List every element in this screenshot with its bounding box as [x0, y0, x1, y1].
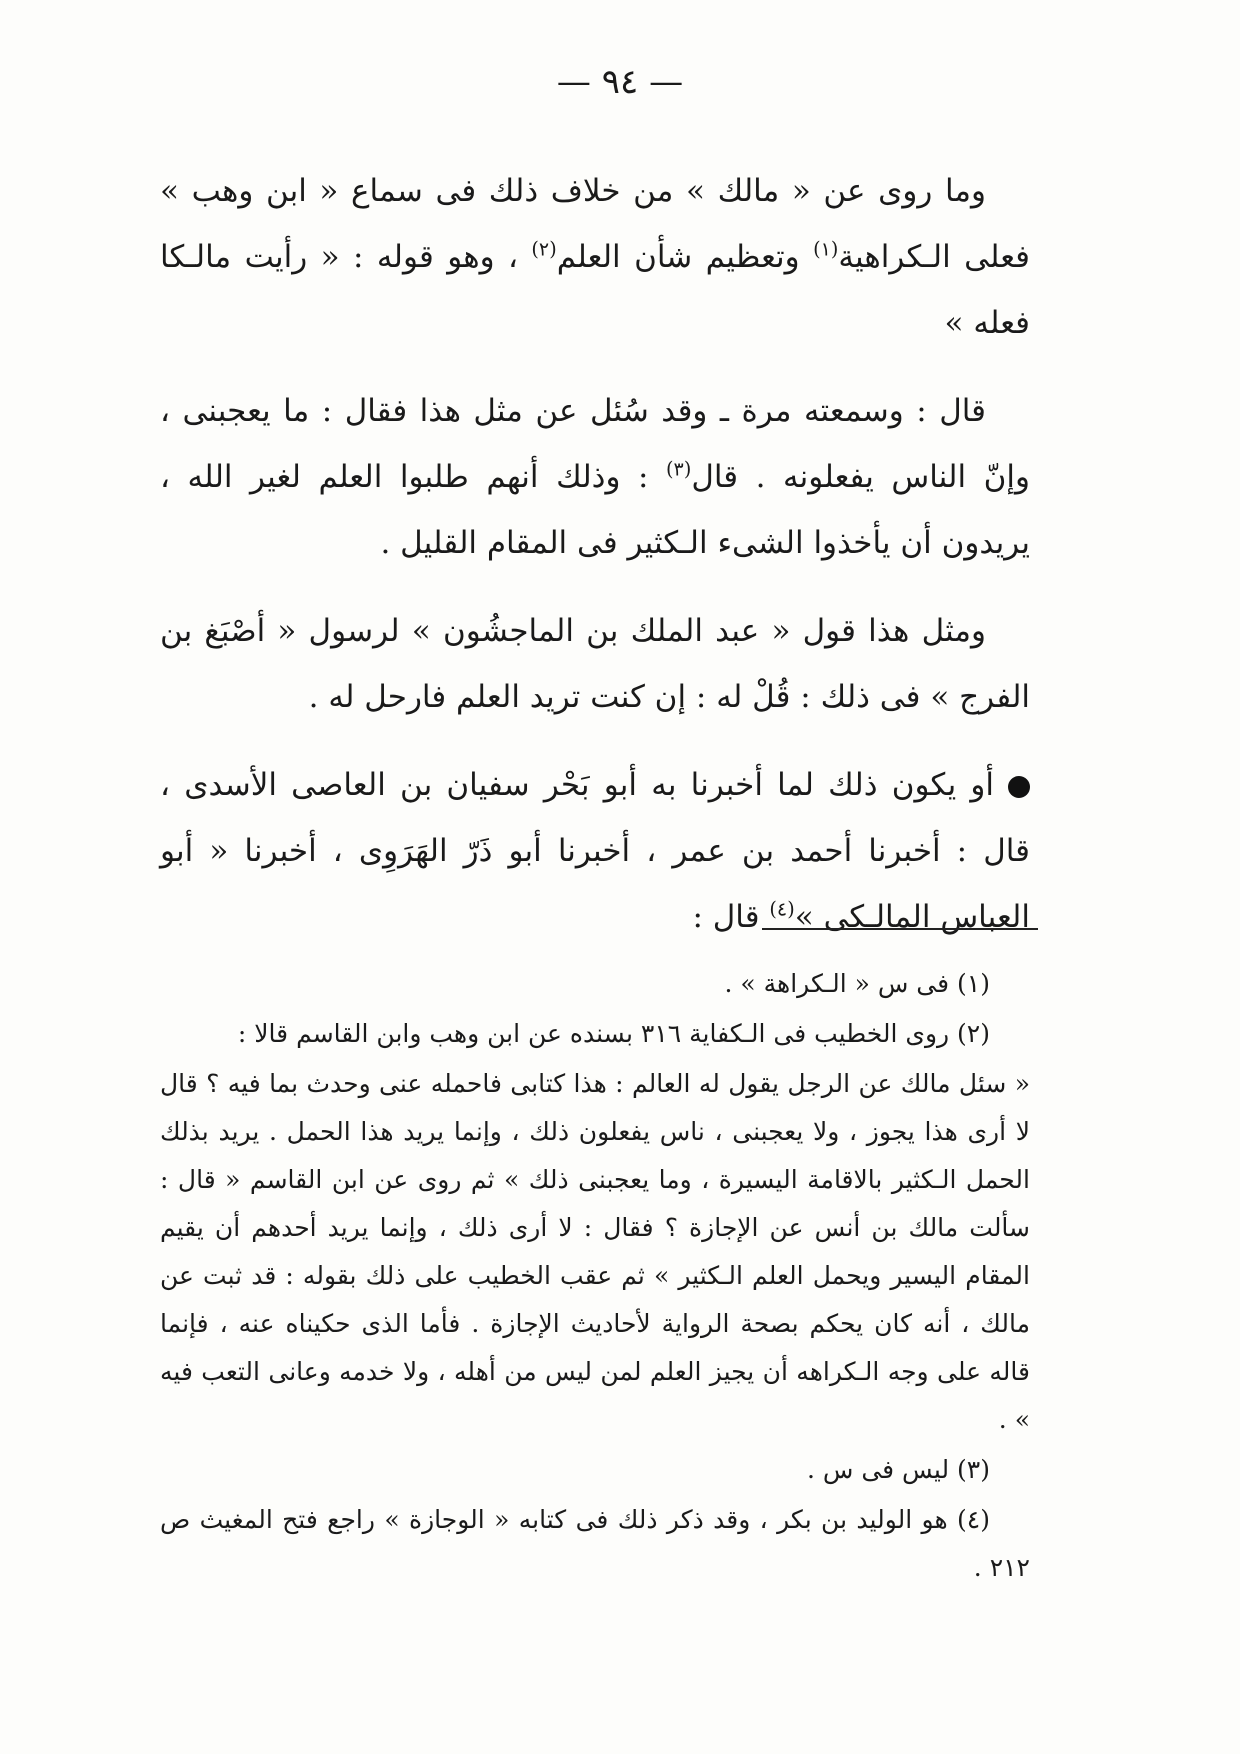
footnote-reference: (٣) [665, 457, 692, 481]
paragraph-text: وما روى عن « مالك » من خلاف ذلك فى سماع « ابن وهب » فعلى الـكراهية [160, 173, 1031, 275]
paragraph [160, 598, 1030, 730]
paragraph-text: ومثل هذا قول « عبد الملك بن الماجشُون » لرسول « أصْبَغ بن الفرج » فى ذلك : قُلْ له : إن كنت تريد العلم فارحل له . [160, 613, 1030, 715]
paragraph [160, 158, 1030, 356]
page-number: — ٩٤ — [556, 62, 684, 102]
footnotes [160, 960, 1030, 1594]
footnote-body: « سئل مالك عن الرجل يقول له العالم : هذا كتابى فاحمله عنى وحدث بما فيه ؟ قال لا أرى هذا يجوز ، ولا يعجبنى ، ناس يفعلون ذلك ، وإنما يريد هذا الحمل . يريد بذلك الحمل الـكثير بالاقامة اليسيرة ، وما يعجبنى ذلك » ثم روى عن ابن القاسم « قال : سألت مالك بن أنس عن الإجازة ؟ فقال : لا أرى ذلك ، وإنما يريد أحدهم أن يقيم المقام اليسير ويحمل العلم الـكثير » ثم عقب الخطيب على ذلك بقوله : قد ثبت عن مالك ، أنه كان يحكم بصحة الرواية لأحاديث الإجازة . فأما الذى حكيناه عنه ، فإنما قاله على وجه الـكراهه أن يجيز العلم لمن ليس من أهله ، ولا خدمه وعانى التعب فيه » . [160, 1069, 1030, 1434]
paragraph [160, 378, 1030, 576]
paragraph-text: وتعظيم شأن العلم [556, 239, 814, 275]
footnote-reference: (٤) [769, 897, 795, 921]
paragraph-text: قال : وسمعته مرة ـ وقد سُئل عن مثل هذا فقال : ما يعجبنى ، وإنّ الناس يفعلونه . قال [160, 393, 1030, 495]
paragraph [160, 752, 1030, 950]
footnote-reference: (٢) [531, 237, 557, 261]
paragraph-text: ، وهو قوله : « رأيت مالـكا فعله » [160, 239, 1030, 341]
paragraph-text: قال : [692, 899, 770, 935]
footnote: (٢) روى الخطيب فى الـكفاية ٣١٦ بسنده عن ابن وهب وابن القاسم قالا : [237, 1019, 990, 1048]
paragraph-text: : وذلك أنهم طلبوا العلم لغير الله ، يريدون أن يأخذوا الشىء الـكثير فى المقام القليل . [160, 459, 1030, 561]
footnote: (٤) هو الوليد بن بكر ، وقد ذكر ذلك فى كتابه « الوجازة » راجع فتح المغيث ص ٢١٢ . [160, 1505, 1030, 1582]
paragraph-text: أو يكون ذلك لما أخبرنا به أبو بَحْر سفيان بن العاصى الأسدى ، قال : أخبرنا أحمد بن عمر ، أخبرنا أبو ذَرّ الهَرَوِى ، أخبرنا « أبو العباس المالـكى » [160, 767, 1030, 935]
main-text [160, 158, 1030, 972]
footnote: (١) فى س « الـكراهة » . [724, 969, 990, 998]
footnote-reference: (١) [813, 237, 839, 261]
footnote-divider [762, 928, 1038, 930]
bullet-icon [1008, 776, 1030, 798]
footnote: (٣) ليس فى س . [806, 1455, 990, 1484]
